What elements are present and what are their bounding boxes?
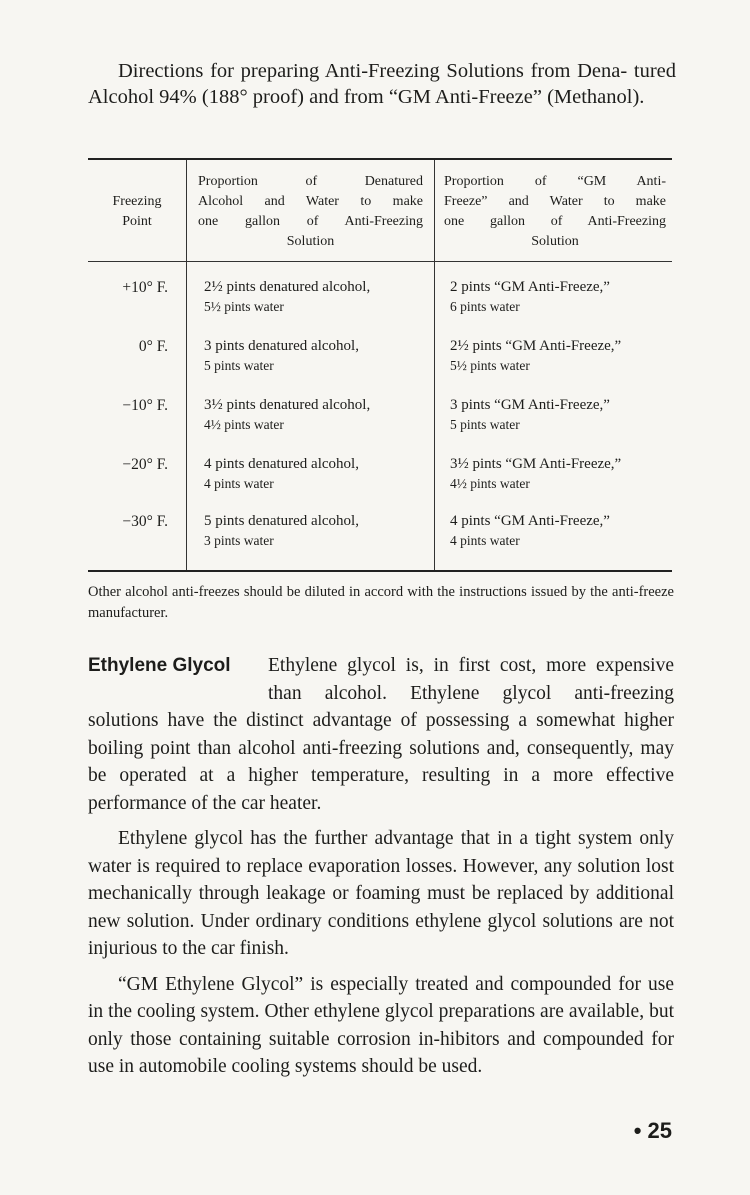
intro-line-1: Directions for preparing Anti-Freezing Solutions from Dena- — [118, 60, 628, 82]
intro-paragraph — [88, 58, 676, 110]
table-header-rule — [88, 261, 672, 262]
paragraph-lead-line: Ethylene glycol is, in first cost, more expensive — [268, 655, 674, 676]
header-gm-antifreeze: Proportion of “GM Anti- Freeze” and Water to make one gallon of Anti-Freezing Solution — [444, 174, 666, 249]
gm-proportion: 4 pints “GM Anti-Freeze,” 4 pints water — [450, 513, 610, 548]
gm-proportion: 2½ pints “GM Anti-Freeze,” 5½ pints water — [450, 338, 622, 373]
freezing-point: 0° F. — [138, 338, 168, 355]
paragraph-body: solutions have the distinct advantage of possessing a somewhat higher boiling point than alcohol anti-freezing solutions and, consequently, may be operated at a higher temperature, resulting in a more effective performance of the car heater. — [88, 710, 674, 814]
freezing-point: −10° F. — [122, 397, 168, 414]
intro-line-3: (Methanol). — [547, 86, 645, 108]
table-row — [88, 455, 672, 505]
antifreeze-table — [88, 158, 672, 572]
freezing-point: +10° F. — [122, 279, 168, 296]
table-row — [88, 278, 672, 328]
gm-proportion: 3½ pints “GM Anti-Freeze,” 4½ pints water — [450, 456, 622, 491]
ethylene-glycol-section — [88, 652, 674, 1089]
table-footnote: Other alcohol anti-freezes should be diluted in accord with the instructions issued by the anti-freeze manufacturer. — [88, 584, 674, 621]
gm-proportion: 2 pints “GM Anti-Freeze,” 6 pints water — [450, 279, 610, 314]
header-denatured-alcohol: Proportion of Denatured Alcohol and Water to make one gallon of Anti-Freezing Solution — [198, 174, 423, 249]
alcohol-proportion: 3½ pints denatured alcohol, 4½ pints water — [204, 397, 371, 432]
alcohol-proportion: 5 pints denatured alcohol, 3 pints water — [204, 513, 359, 548]
alcohol-proportion: 4 pints denatured alcohol, 4 pints water — [204, 456, 359, 491]
alcohol-proportion: 3 pints denatured alcohol, 5 pints water — [204, 338, 359, 373]
intro-line-2: tured Alcohol 94% (188° proof) and from “GM Anti-Freeze” — [88, 60, 676, 108]
section-paragraph-2: Ethylene glycol has the further advantage that in a tight system only water is required to replace evaporation losses. However, any solution lost mechanically through leakage or foaming must be replaced by additional new solution. Under ordinary conditions ethylene glycol solutions are not injurious to the car finish. — [88, 828, 674, 959]
table-row — [88, 337, 672, 387]
table-row — [88, 512, 672, 562]
header-freezing-point: Freezing Point — [112, 194, 162, 229]
freezing-point: −20° F. — [122, 456, 168, 473]
section-title: Ethylene Glycol — [88, 655, 231, 676]
table-row — [88, 396, 672, 446]
freezing-point: −30° F. — [122, 513, 168, 530]
alcohol-proportion: 2½ pints denatured alcohol, 5½ pints water — [204, 279, 371, 314]
page-number: • 25 — [633, 1118, 672, 1143]
gm-proportion: 3 pints “GM Anti-Freeze,” 5 pints water — [450, 397, 610, 432]
section-paragraph-3: “GM Ethylene Glycol” is especially treated and compounded for use in the cooling system. Other ethylene glycol preparations are available, but only those containing suitable corrosion in-hibitors and compounded for use in automobile cooling systems should be used. — [88, 973, 674, 1077]
paragraph-lead-line: than alcohol. Ethylene glycol anti-freezing — [268, 682, 674, 704]
